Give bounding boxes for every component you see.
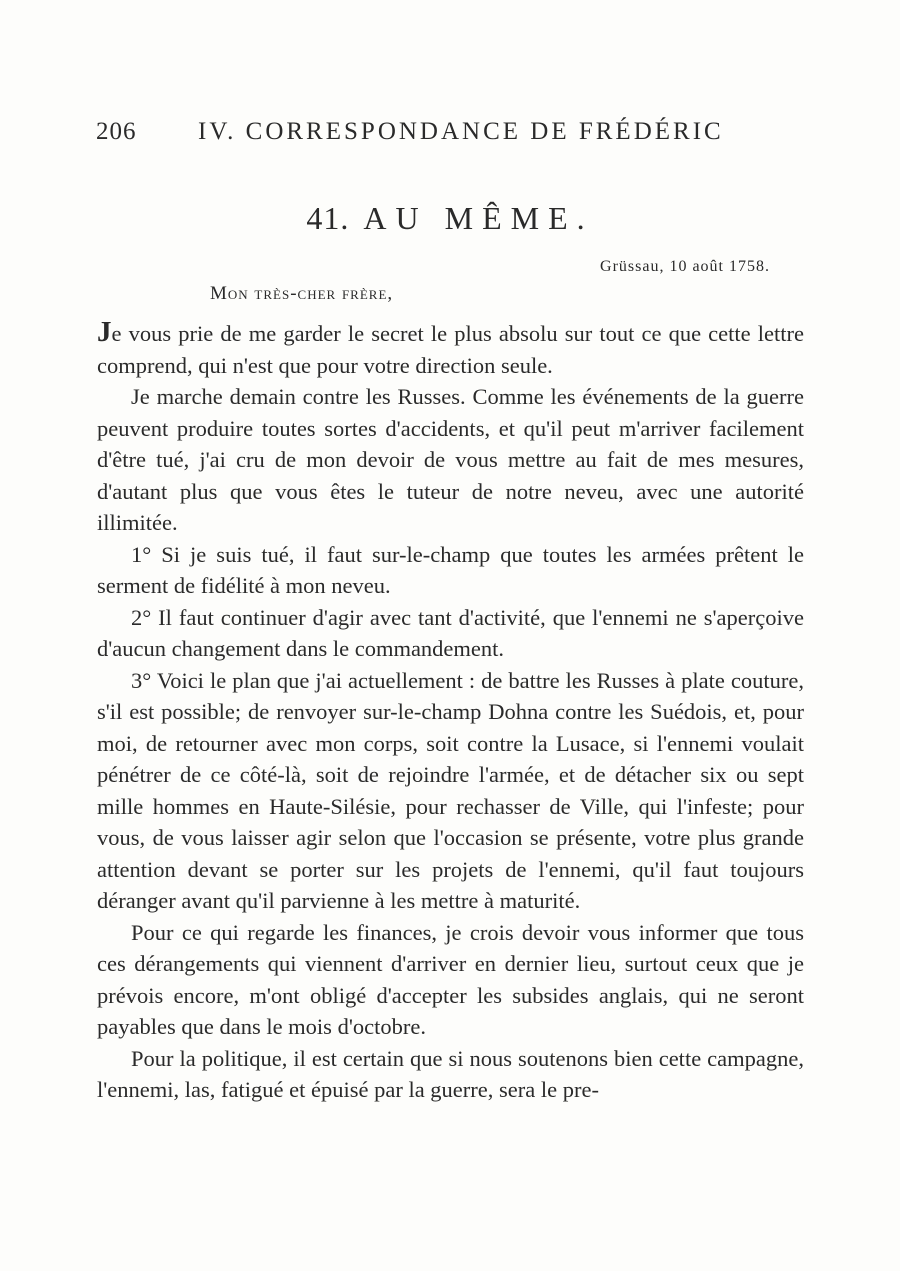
page-header [96,116,804,148]
paragraph-text: e vous prie de me garder le secret le plus absolu sur tout ce que cette lettre comprend, qui n'est que pour votre direction seule. [97,321,804,378]
paragraph: Pour la politique, il est certain que si nous soutenons bien cette campagne, l'ennemi, las, fatigué et épuisé par la guerre, sera le pre- [97,1045,804,1102]
paragraph: Je marche demain contre les Russes. Comme les événements de la guerre peuvent produire toutes sortes d'accidents, et qu'il peut m'arriver facilement d'être tué, j'ai cru de mon devoir de vous mettre au fait de mes mesures, d'autant plus que vous êtes le tuteur de notre neveu, avec une autorité illimitée. [97,384,804,535]
paragraph: 2° Il faut continuer d'agir avec tant d'activité, que l'ennemi ne s'aperçoive d'aucun changement dans le commandement. [97,604,804,661]
letter-body [97,317,804,1106]
running-head: IV. CORRESPONDANCE DE FRÉDÉRIC [198,118,724,145]
place-date: Grüssau, 10 août 1758. [600,258,770,275]
paragraph: Pour ce qui regarde les finances, je crois devoir vous informer que tous ces dérangements qui viennent d'arriver en dernier lieu, surtout ceux que je prévois encore, m'ont obligé d'accepter les subsides anglais, qui ne seront payables que dans le mois d'octobre. [97,919,804,1039]
paragraph: 1° Si je suis tué, il faut sur-le-champ que toutes les armées prêtent le serment de fidélité à mon neveu. [97,541,804,598]
paragraph: 3° Voici le plan que j'ai actuellement : de battre les Russes à plate couture, s'il est possible; de renvoyer sur-le-champ Dohna contre les Suédois, et, pour moi, de retourner avec mon corps, soit contre la Lusace, si l'ennemi voulait pénétrer de ce côté-là, soit de rejoindre l'armée, et de détacher six ou sept mille hommes en Haute-Silésie, pour rechasser de Ville, qui l'infeste; pour vous, de vous laisser agir selon que l'occasion se présente, votre plus grande attention devant se porter sur les projets de l'ennemi, qu'il faut toujours déranger avant qu'il parvienne à les mettre à maturité. [97,667,804,913]
salutation: Mon très-cher frère, [210,283,394,304]
letter-number: 41. [306,200,350,236]
letter-heading [0,200,900,237]
page-number: 206 [96,118,137,145]
letter-title: AU MÊME. [363,200,594,236]
paragraph [97,317,804,381]
drop-initial: J [97,316,112,348]
